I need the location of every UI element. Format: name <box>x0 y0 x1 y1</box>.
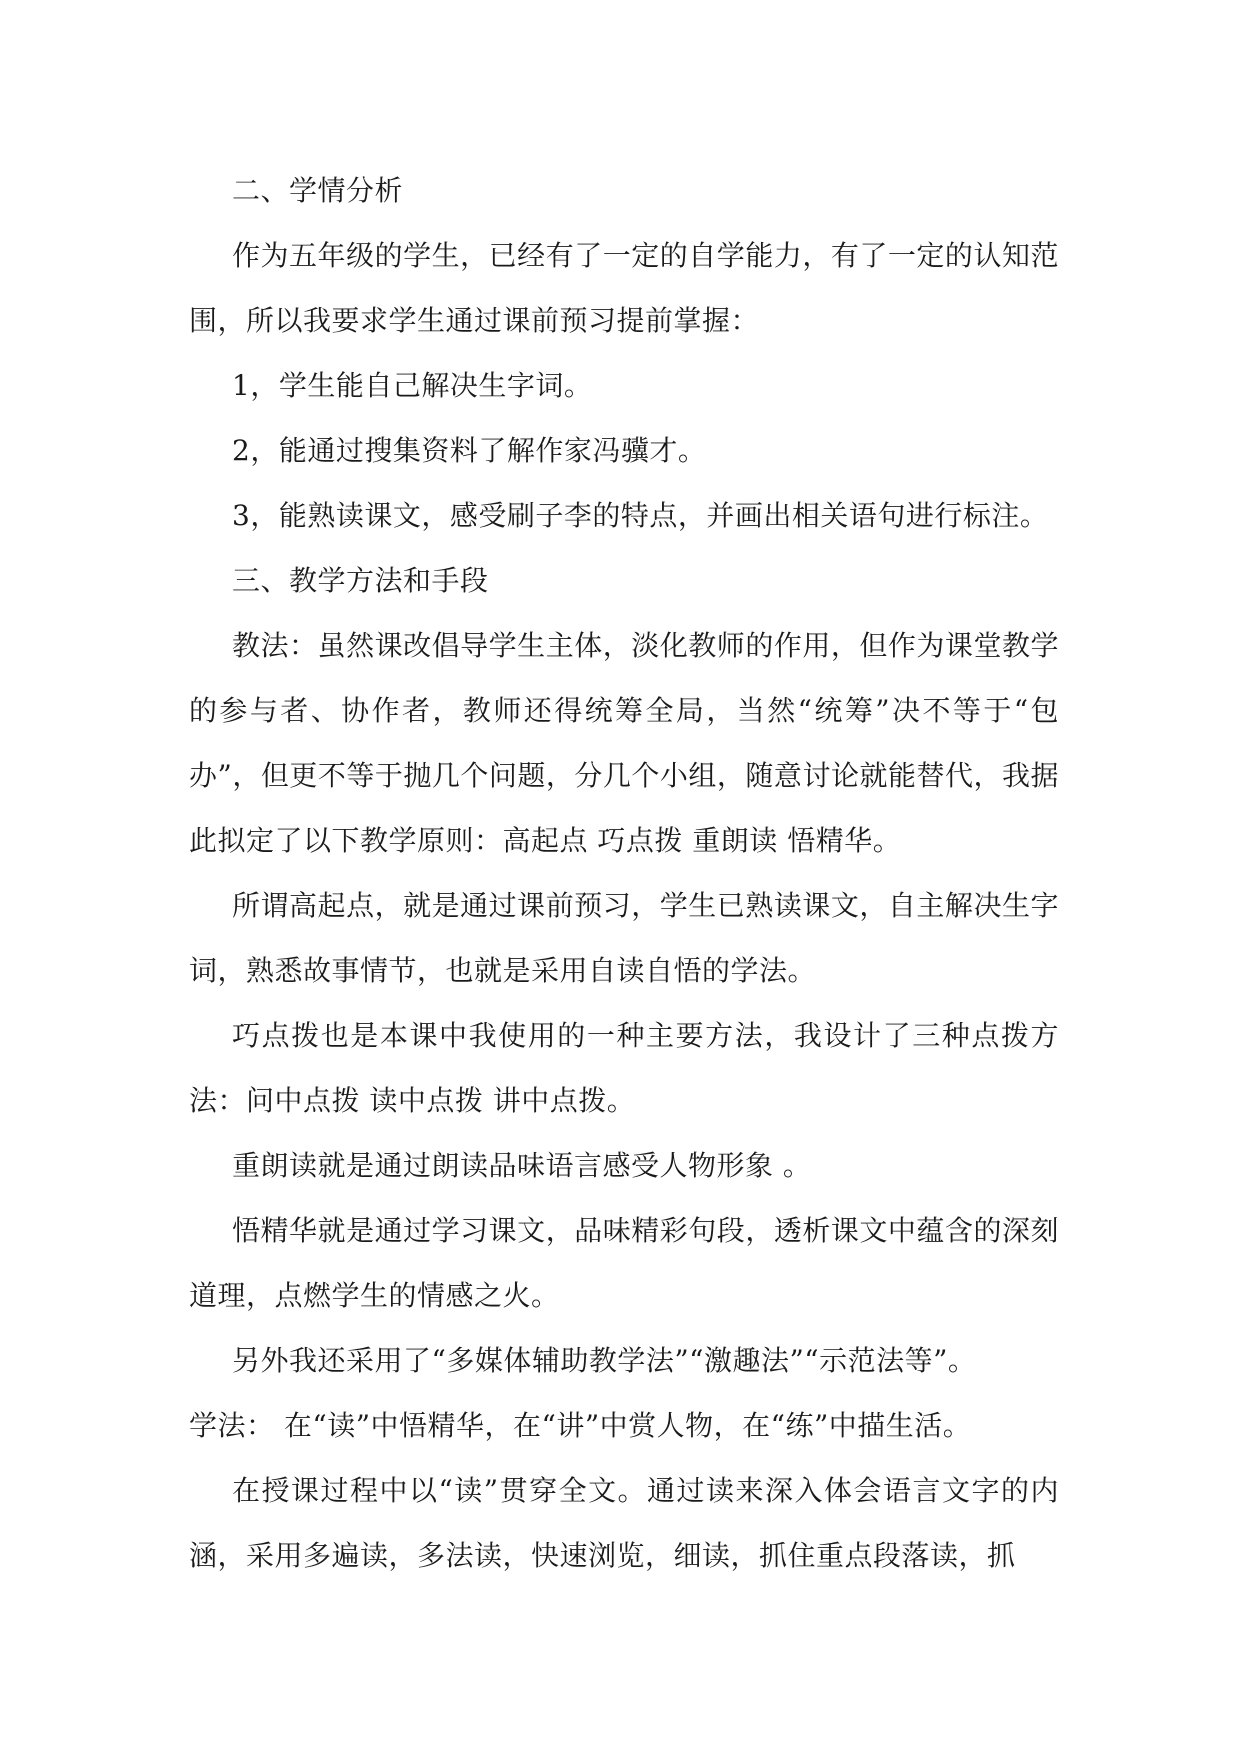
paragraph-reading-aloud: 重朗读就是通过朗读品味语言感受人物形象 。 <box>232 1149 812 1182</box>
list-item-2: 2，能通过搜集资料了解作家冯骥才。 <box>232 434 707 467</box>
paragraph-essence: 悟精华就是通过学习课文，品味精彩句段，透析课文中蕴含的深刻道理，点燃学生的情感之火。 <box>189 1214 1059 1312</box>
list-item-3: 3，能熟读课文，感受刷子李的特点，并画出相关语句进行标注。 <box>232 499 1049 532</box>
paragraph-reading-process: 在授课过程中以“读”贯穿全文。通过读来深入体会语言文字的内涵，采用多遍读，多法读，快速浏览，细读，抓住重点段落读，抓 <box>189 1474 1059 1572</box>
paragraph-student-ability: 作为五年级的学生，已经有了一定的自学能力，有了一定的认知范围，所以我要求学生通过课前预习提前掌握： <box>189 239 1059 337</box>
paragraph-high-start: 所谓高起点，就是通过课前预习，学生已熟读课文，自主解决生字词，熟悉故事情节，也就是采用自读自悟的学法。 <box>189 889 1059 987</box>
section-heading-student-analysis: 二、学情分析 <box>232 174 404 207</box>
paragraph-learning-method: 学法： 在“读”中悟精华，在“讲”中赏人物，在“练”中描生活。 <box>189 1409 972 1442</box>
paragraph-other-methods: 另外我还采用了“多媒体辅助教学法”“激趣法”“示范法等”。 <box>232 1344 977 1377</box>
paragraph-teaching-method: 教法：虽然课改倡导学生主体，淡化教师的作用，但作为课堂教学的参与者、协作者，教师还得统筹全局，当然“统筹”决不等于“包办”，但更不等于抛几个问题，分几个小组，随意讨论就能替代，我据此拟定了以下教学原则：高起点 巧点拨 重朗读 悟精华。 <box>189 629 1059 857</box>
section-heading-teaching-methods: 三、教学方法和手段 <box>232 564 489 597</box>
list-item-1: 1，学生能自己解决生字词。 <box>232 369 593 402</box>
document-body <box>189 158 1059 1588</box>
paragraph-clever-guidance: 巧点拨也是本课中我使用的一种主要方法，我设计了三种点拨方法：问中点拨 读中点拨 讲中点拨。 <box>189 1019 1059 1117</box>
